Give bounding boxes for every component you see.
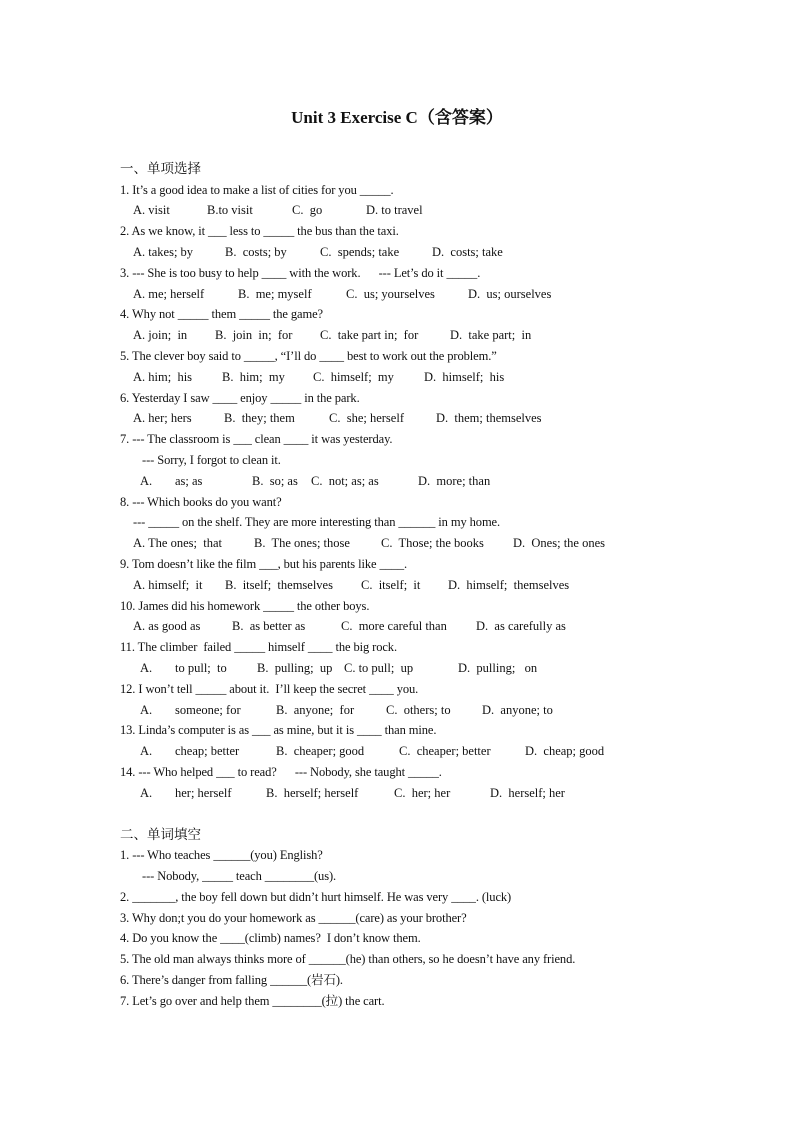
- question-text: 1. It’s a good idea to make a list of cities for you _____.: [120, 183, 394, 197]
- option-choice: D. as carefully as: [476, 619, 566, 633]
- fill-blank-line: 7. Let’s go over and help them ________(拉) the cart.: [120, 994, 385, 1008]
- question-text-line2: --- Sorry, I forgot to clean it.: [142, 453, 281, 467]
- option-choice: A.: [140, 703, 153, 717]
- question-text: 7. --- The classroom is ___ clean ____ it was yesterday.: [120, 432, 393, 446]
- option-choice: D. them; themselves: [436, 411, 542, 425]
- option-choice: B. me; myself: [238, 287, 312, 301]
- option-choice: B. join in; for: [215, 328, 293, 342]
- option-choice: as; as: [175, 474, 203, 488]
- question-text: 11. The climber failed _____ himself ____ the big rock.: [120, 640, 397, 654]
- question-text: 6. Yesterday I saw ____ enjoy _____ in the park.: [120, 391, 360, 405]
- fill-blank-line: 6. There’s danger from falling ______(岩石).: [120, 973, 343, 987]
- option-choice: D. pulling; on: [458, 661, 538, 675]
- fill-blank-line: 3. Why don;t you do your homework as ______(care) as your brother?: [120, 911, 467, 925]
- question-text: 8. --- Which books do you want?: [120, 495, 282, 509]
- option-choice: A. takes; by: [133, 245, 194, 259]
- option-choice: D. himself; themselves: [448, 578, 570, 592]
- option-choice: A. The ones; that: [133, 536, 222, 550]
- page-title: Unit 3 Exercise C（含答案）: [291, 108, 503, 127]
- fill-blank-line: 5. The old man always thinks more of ______(he) than others, so he doesn’t have any friend.: [120, 952, 576, 966]
- option-choice: B. cheaper; good: [276, 744, 365, 758]
- option-choice: A. her; hers: [133, 411, 192, 425]
- fill-blank-line: 1. --- Who teaches ______(you) English?: [120, 848, 323, 862]
- option-choice: to pull; to: [175, 661, 227, 675]
- option-choice: D. herself; her: [490, 786, 565, 800]
- option-choice: C. not; as; as: [311, 474, 379, 488]
- option-choice: D. anyone; to: [482, 703, 553, 717]
- option-choice: A. visit: [133, 203, 170, 217]
- option-choice: A.: [140, 474, 153, 488]
- fill-blank-line: 2. _______, the boy fell down but didn’t hurt himself. He was very ____. (luck): [120, 890, 512, 904]
- option-choice: A. me; herself: [133, 287, 205, 301]
- option-choice: B.to visit: [207, 203, 253, 217]
- option-choice: D. costs; take: [432, 245, 503, 259]
- question-text: 10. James did his homework _____ the other boys.: [120, 599, 370, 613]
- option-choice: D. cheap; good: [525, 744, 605, 758]
- option-choice: B. pulling; up: [257, 661, 333, 675]
- option-choice: her; herself: [175, 786, 232, 800]
- option-choice: B. anyone; for: [276, 703, 355, 717]
- option-choice: C. cheaper; better: [399, 744, 491, 758]
- option-choice: D. take part; in: [450, 328, 532, 342]
- option-choice: D. himself; his: [424, 370, 505, 384]
- fill-blank-line: --- Nobody, _____ teach ________(us).: [142, 869, 337, 883]
- option-choice: C. spends; take: [320, 245, 400, 259]
- option-choice: C. to pull; up: [344, 661, 414, 675]
- option-choice: C. Those; the books: [381, 536, 484, 550]
- option-choice: C. us; yourselves: [346, 287, 435, 301]
- option-choice: D. Ones; the ones: [513, 536, 605, 550]
- question-text: 9. Tom doesn’t like the film ___, but his parents like ____.: [120, 557, 408, 571]
- option-choice: someone; for: [175, 703, 241, 717]
- option-choice: A. as good as: [133, 619, 201, 633]
- option-choice: B. they; them: [224, 411, 295, 425]
- option-choice: A. join; in: [133, 328, 188, 342]
- option-choice: cheap; better: [175, 744, 240, 758]
- question-text: 2. As we know, it ___ less to _____ the bus than the taxi.: [120, 224, 399, 238]
- option-choice: C. she; herself: [329, 411, 404, 425]
- question-text: 5. The clever boy said to _____, “I’ll do ____ best to work out the problem.”: [120, 349, 497, 363]
- option-choice: B. him; my: [222, 370, 285, 384]
- option-choice: A.: [140, 786, 153, 800]
- question-text-line2: --- _____ on the shelf. They are more interesting than ______ in my home.: [133, 515, 501, 529]
- option-choice: C. her; her: [394, 786, 451, 800]
- option-choice: C. go: [292, 203, 323, 217]
- option-choice: A.: [140, 744, 153, 758]
- option-choice: C. himself; my: [313, 370, 394, 384]
- option-choice: B. costs; by: [225, 245, 287, 259]
- question-text: 14. --- Who helped ___ to read? --- Nobody, she taught _____.: [120, 765, 442, 779]
- option-choice: B. itself; themselves: [225, 578, 333, 592]
- option-choice: C. others; to: [386, 703, 451, 717]
- section-heading-word-fill: 二、单词填空: [120, 827, 201, 842]
- option-choice: D. to travel: [366, 203, 423, 217]
- question-text: 4. Why not _____ them _____ the game?: [120, 307, 323, 321]
- question-text: 13. Linda’s computer is as ___ as mine, but it is ____ than mine.: [120, 723, 437, 737]
- fill-blank-line: 4. Do you know the ____(climb) names? I don’t know them.: [120, 931, 421, 945]
- question-text: 3. --- She is too busy to help ____ with the work. --- Let’s do it _____.: [120, 266, 481, 280]
- option-choice: A. himself; it: [133, 578, 203, 592]
- option-choice: C. more careful than: [341, 619, 447, 633]
- option-choice: B. herself; herself: [266, 786, 359, 800]
- option-choice: D. more; than: [418, 474, 491, 488]
- question-text: 12. I won’t tell _____ about it. I’ll keep the secret ____ you.: [120, 682, 419, 696]
- option-choice: C. take part in; for: [320, 328, 419, 342]
- option-choice: B. as better as: [232, 619, 306, 633]
- option-choice: A.: [140, 661, 153, 675]
- option-choice: A. him; his: [133, 370, 193, 384]
- section-heading-multiple-choice: 一、单项选择: [120, 161, 201, 176]
- option-choice: C. itself; it: [361, 578, 421, 592]
- option-choice: B. The ones; those: [254, 536, 350, 550]
- option-choice: B. so; as: [252, 474, 298, 488]
- option-choice: D. us; ourselves: [468, 287, 552, 301]
